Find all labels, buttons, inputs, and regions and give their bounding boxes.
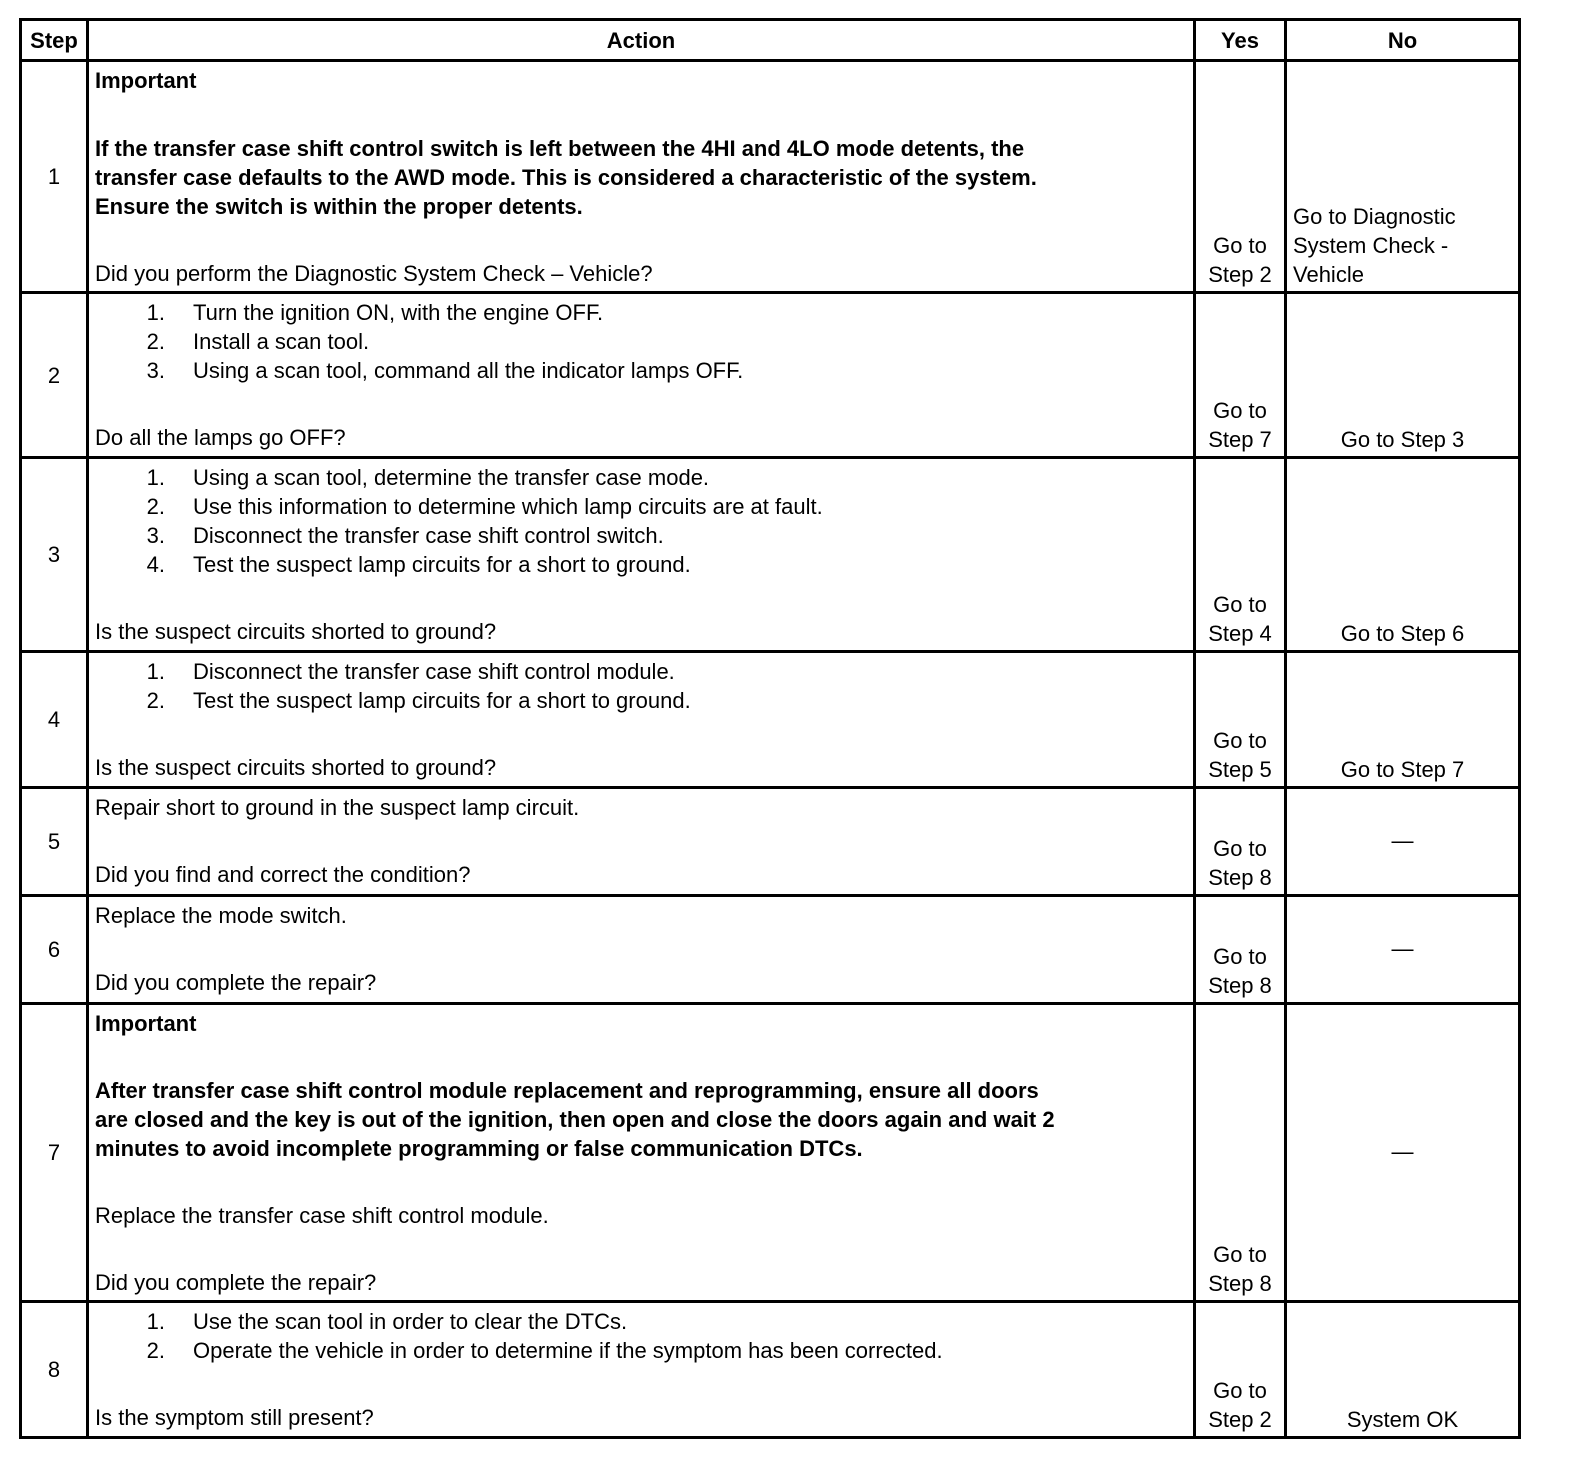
- note-line: After transfer case shift control module replacement and reprogramming, ensure all doors: [95, 1078, 1039, 1103]
- yes-line: Step 8: [1208, 865, 1272, 890]
- list-item: [95, 492, 1187, 521]
- note-line: are closed and the key is out of the ignition, then open and close the doors again and wait 2: [95, 1107, 1055, 1132]
- step-list: [95, 298, 1187, 385]
- note-line: minutes to avoid incomplete programming or false communication DTCs.: [95, 1136, 863, 1161]
- list-number: 2.: [146, 329, 165, 354]
- no-cell: Go to Step 3: [1286, 293, 1520, 458]
- yes-line: Go to: [1213, 592, 1267, 617]
- question: Did you complete the repair?: [95, 1270, 377, 1295]
- header-row: [21, 20, 1520, 61]
- no-cell: —: [1286, 788, 1520, 896]
- step-list: [95, 1307, 1187, 1365]
- list-text: Use this information to determine which lamp circuits are at fault.: [193, 494, 823, 519]
- step-number: 3: [21, 458, 88, 652]
- step-number: 6: [21, 896, 88, 1004]
- diagnostic-table: [19, 18, 1521, 1439]
- no-line: Vehicle: [1293, 262, 1364, 287]
- question: Did you find and correct the condition?: [95, 862, 471, 887]
- list-number: 3.: [146, 358, 165, 383]
- step-number: 4: [21, 652, 88, 788]
- step-number: 8: [21, 1302, 88, 1438]
- table-row: [21, 788, 1520, 896]
- yes-cell: [1195, 1302, 1286, 1438]
- table-row: [21, 458, 1520, 652]
- list-text: Disconnect the transfer case shift control switch.: [193, 523, 664, 548]
- table-row: [21, 61, 1520, 293]
- list-text: Test the suspect lamp circuits for a short to ground.: [193, 688, 691, 713]
- list-number: 2.: [146, 494, 165, 519]
- yes-line: Step 7: [1208, 427, 1272, 452]
- yes-line: Step 8: [1208, 973, 1272, 998]
- list-text: Disconnect the transfer case shift control module.: [193, 659, 675, 684]
- list-text: Operate the vehicle in order to determine if the symptom has been corrected.: [193, 1338, 943, 1363]
- no-cell: Go to Step 6: [1286, 458, 1520, 652]
- list-text: Turn the ignition ON, with the engine OFF.: [193, 300, 604, 325]
- question: Did you complete the repair?: [95, 970, 377, 995]
- yes-cell: [1195, 652, 1286, 788]
- table-row: [21, 1302, 1520, 1438]
- yes-line: Go to: [1213, 398, 1267, 423]
- note-line: transfer case defaults to the AWD mode. This is considered a characteristic of the system.: [95, 165, 1037, 190]
- yes-line: Step 2: [1208, 1407, 1272, 1432]
- list-number: 1.: [146, 465, 165, 490]
- yes-cell: [1195, 61, 1286, 293]
- action-cell: [88, 652, 1195, 788]
- action-cell: [88, 788, 1195, 896]
- list-text: Using a scan tool, determine the transfer case mode.: [193, 465, 710, 490]
- yes-line: Go to: [1213, 836, 1267, 861]
- list-number: 1.: [146, 659, 165, 684]
- list-item: [95, 686, 1187, 715]
- table-row: [21, 652, 1520, 788]
- header-action: Action: [88, 20, 1195, 61]
- list-text: Test the suspect lamp circuits for a short to ground.: [193, 552, 691, 577]
- list-item: [95, 1307, 1187, 1336]
- question: Is the suspect circuits shorted to ground?: [95, 619, 497, 644]
- list-item: [95, 657, 1187, 686]
- action-text: Replace the transfer case shift control module.: [95, 1203, 549, 1228]
- no-cell: Go to Step 7: [1286, 652, 1520, 788]
- note-line: Ensure the switch is within the proper detents.: [95, 194, 583, 219]
- yes-line: Go to: [1213, 728, 1267, 753]
- action-cell: [88, 293, 1195, 458]
- list-item: [95, 550, 1187, 579]
- list-item: [95, 521, 1187, 550]
- step-number: 2: [21, 293, 88, 458]
- list-item: [95, 327, 1187, 356]
- list-number: 2.: [146, 688, 165, 713]
- yes-line: Step 2: [1208, 262, 1272, 287]
- no-cell: System OK: [1286, 1302, 1520, 1438]
- list-text: Install a scan tool.: [193, 329, 370, 354]
- list-number: 4.: [146, 552, 165, 577]
- action-cell: [88, 1004, 1195, 1302]
- yes-cell: [1195, 458, 1286, 652]
- action-cell: [88, 458, 1195, 652]
- list-number: 3.: [146, 523, 165, 548]
- question: Did you perform the Diagnostic System Check – Vehicle?: [95, 261, 653, 286]
- important-label: Important: [95, 68, 197, 93]
- list-number: 1.: [146, 1309, 165, 1334]
- step-number: 1: [21, 61, 88, 293]
- note-line: If the transfer case shift control switch is left between the 4HI and 4LO mode detents, the: [95, 136, 1025, 161]
- action-cell: [88, 61, 1195, 293]
- action-text: Repair short to ground in the suspect lamp circuit.: [95, 795, 580, 820]
- step-list: [95, 657, 1187, 715]
- list-item: [95, 356, 1187, 385]
- question: Is the suspect circuits shorted to ground?: [95, 755, 497, 780]
- no-cell: [1286, 61, 1520, 293]
- yes-line: Step 4: [1208, 621, 1272, 646]
- header-yes: Yes: [1195, 20, 1286, 61]
- yes-line: Step 5: [1208, 757, 1272, 782]
- list-item: [95, 1336, 1187, 1365]
- list-text: Use the scan tool in order to clear the DTCs.: [193, 1309, 628, 1334]
- no-line: Go to Diagnostic: [1293, 204, 1456, 229]
- list-item: [95, 463, 1187, 492]
- action-text: Replace the mode switch.: [95, 903, 347, 928]
- step-number: 7: [21, 1004, 88, 1302]
- list-number: 1.: [146, 300, 165, 325]
- yes-cell: [1195, 1004, 1286, 1302]
- yes-line: Go to: [1213, 1242, 1267, 1267]
- question: Is the symptom still present?: [95, 1405, 374, 1430]
- yes-line: Go to: [1213, 233, 1267, 258]
- list-number: 2.: [146, 1338, 165, 1363]
- yes-line: Go to: [1213, 944, 1267, 969]
- action-cell: [88, 896, 1195, 1004]
- list-text: Using a scan tool, command all the indicator lamps OFF.: [193, 358, 744, 383]
- yes-cell: [1195, 896, 1286, 1004]
- no-line: System Check -: [1293, 233, 1449, 258]
- header-step: Step: [21, 20, 88, 61]
- yes-line: Step 8: [1208, 1271, 1272, 1296]
- action-cell: [88, 1302, 1195, 1438]
- table-row: [21, 1004, 1520, 1302]
- header-no: No: [1286, 20, 1520, 61]
- yes-line: Go to: [1213, 1378, 1267, 1403]
- yes-cell: [1195, 293, 1286, 458]
- table-row: [21, 896, 1520, 1004]
- no-cell: —: [1286, 896, 1520, 1004]
- table-row: [21, 293, 1520, 458]
- list-item: [95, 298, 1187, 327]
- step-list: [95, 463, 1187, 579]
- yes-cell: [1195, 788, 1286, 896]
- no-cell: —: [1286, 1004, 1520, 1302]
- question: Do all the lamps go OFF?: [95, 425, 346, 450]
- important-label: Important: [95, 1011, 197, 1036]
- step-number: 5: [21, 788, 88, 896]
